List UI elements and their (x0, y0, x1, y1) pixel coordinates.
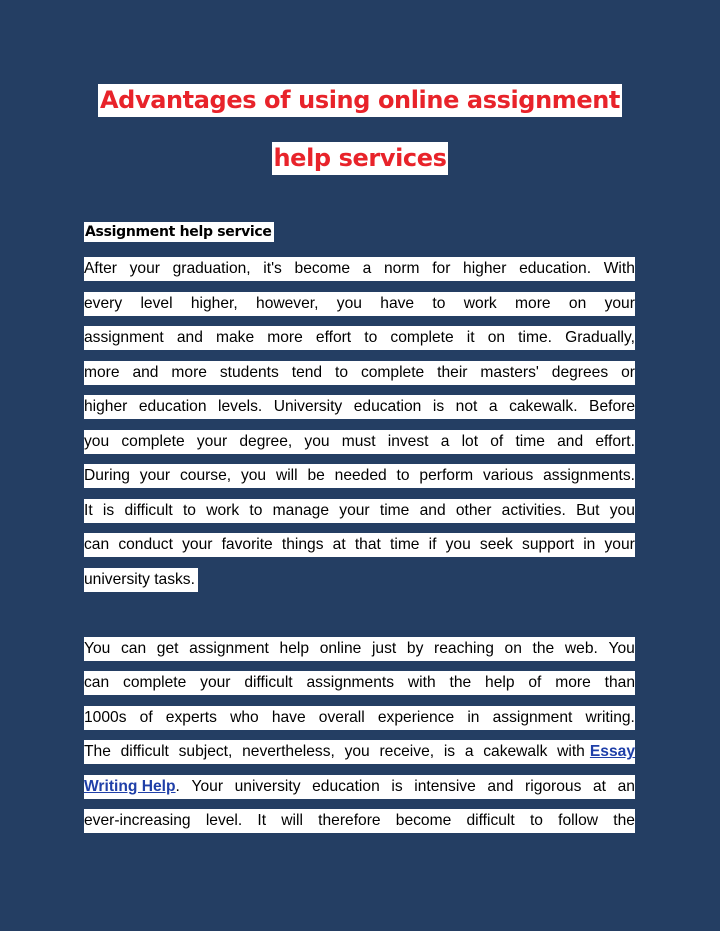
paragraph-line: After your graduation, it's become a norm for higher education. With (84, 257, 635, 281)
paragraph-line: you complete your degree, you must invest a lot of time and effort. (84, 430, 635, 454)
paragraph-text: The difficult subject, nevertheless, you receive, is a cakewalk with (84, 743, 585, 760)
paragraph-line: higher education levels. University education is not a cakewalk. Before (84, 395, 635, 419)
essay-writing-help-link-part-1[interactable]: Essay (589, 743, 635, 760)
paragraph-text: . Your university education is intensive and rigorous at an (175, 778, 635, 795)
paragraph-line: every level higher, however, you have to work more on your (84, 292, 635, 316)
document-title-line-1: Advantages of using online assignment (0, 86, 720, 114)
paragraph-line: During your course, you will be needed to perform various assignments. (84, 464, 635, 488)
paragraph-line (84, 740, 635, 764)
paragraph-line (84, 775, 635, 799)
paragraph-line: It is difficult to work to manage your time and other activities. But you (84, 499, 635, 523)
paragraph-line: 1000s of experts who have overall experience in assignment writing. (84, 706, 635, 730)
paragraph-line: ever-increasing level. It will therefore become difficult to follow the (84, 809, 635, 833)
paragraph-line: more and more students tend to complete their masters' degrees or (84, 361, 635, 385)
paragraph-line: can conduct your favorite things at that time if you seek support in your (84, 533, 635, 557)
document-title-line-2: help services (0, 144, 720, 172)
essay-writing-help-link-part-2[interactable]: Writing Help (84, 778, 176, 795)
section-heading: Assignment help service (85, 224, 272, 240)
paragraph-line: university tasks. (84, 568, 198, 592)
paragraph-line: assignment and make more effort to complete it on time. Gradually, (84, 326, 635, 350)
paragraph-line: You can get assignment help online just by reaching on the web. You (84, 637, 635, 661)
paragraph-line: can complete your difficult assignments with the help of more than (84, 671, 635, 695)
